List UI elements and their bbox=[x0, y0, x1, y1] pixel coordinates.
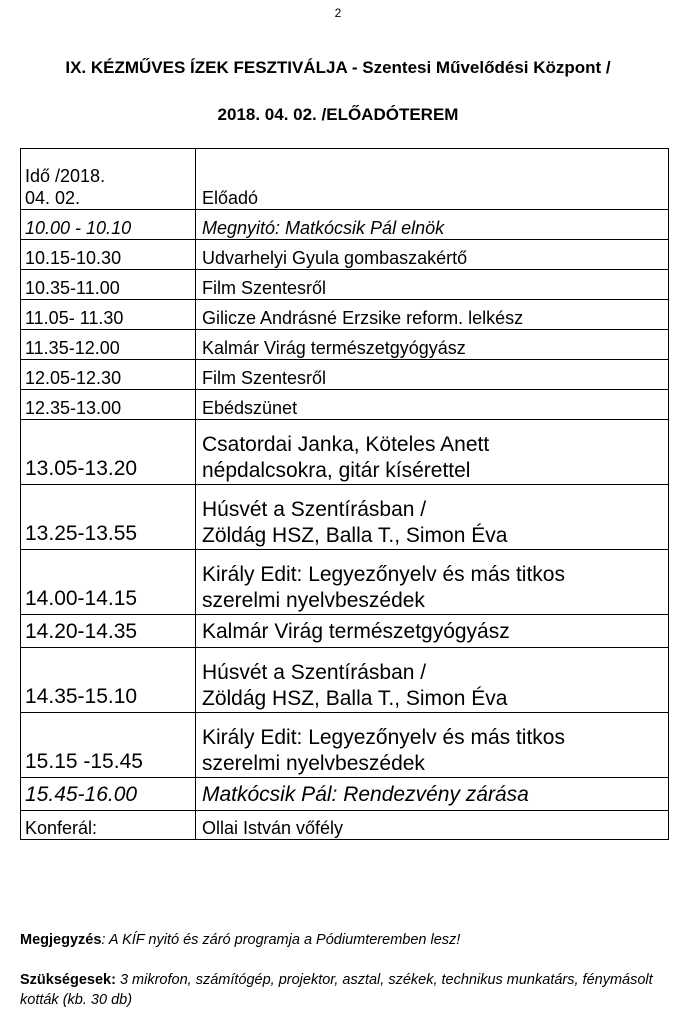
row-time: 10.15-10.30 bbox=[21, 240, 196, 270]
row-time: 12.05-12.30 bbox=[21, 360, 196, 390]
row-speaker-line1: Húsvét a Szentírásban / bbox=[202, 661, 427, 684]
row-time: 11.35-12.00 bbox=[21, 330, 196, 360]
note-text: : A KÍF nyitó és záró programja a Pódiumteremben lesz! bbox=[101, 932, 461, 948]
table-footer-row bbox=[21, 811, 669, 840]
row-time: 13.05-13.20 bbox=[21, 420, 196, 485]
row-speaker-line1: Húsvét a Szentírásban / bbox=[202, 498, 427, 521]
row-speaker-line2: szerelmi nyelvbeszédek bbox=[202, 589, 425, 612]
row-speaker bbox=[196, 485, 669, 550]
note-label: Megjegyzés bbox=[20, 932, 102, 948]
footer-value: Ollai István vőfély bbox=[196, 811, 669, 840]
row-speaker-line2: szerelmi nyelvbeszédek bbox=[202, 752, 425, 775]
row-time: 10.00 - 10.10 bbox=[21, 210, 196, 240]
table-header-row bbox=[21, 149, 669, 210]
row-time: 10.35-11.00 bbox=[21, 270, 196, 300]
row-speaker bbox=[196, 420, 669, 485]
document-subtitle: 2018. 04. 02. /ELŐADÓTEREM bbox=[217, 105, 459, 124]
table-row bbox=[21, 390, 669, 420]
table-row bbox=[21, 300, 669, 330]
row-speaker: Kalmár Virág természetgyógyász bbox=[196, 330, 669, 360]
table-row bbox=[21, 615, 669, 648]
page-number: 2 bbox=[334, 6, 342, 20]
table-row bbox=[21, 648, 669, 713]
table-row bbox=[21, 778, 669, 811]
row-speaker-line1: Király Edit: Legyezőnyelv és más titkos bbox=[202, 726, 565, 749]
row-time: 13.25-13.55 bbox=[21, 485, 196, 550]
row-speaker-line1: Csatordai Janka, Köteles Anett bbox=[202, 433, 490, 456]
row-speaker: Udvarhelyi Gyula gombaszakértő bbox=[196, 240, 669, 270]
schedule-table bbox=[20, 148, 669, 840]
document-title: IX. KÉZMŰVES ÍZEK FESZTIVÁLJA - Szentesi Művelődési Központ / bbox=[65, 58, 611, 77]
row-speaker-line2: Zöldág HSZ, Balla T., Simon Éva bbox=[202, 687, 508, 710]
row-time: 14.35-15.10 bbox=[21, 648, 196, 713]
row-time: 14.00-14.15 bbox=[21, 550, 196, 615]
row-speaker: Kalmár Virág természetgyógyász bbox=[196, 615, 669, 648]
row-speaker: Gilicze Andrásné Erzsike reform. lelkész bbox=[196, 300, 669, 330]
table-row bbox=[21, 270, 669, 300]
row-speaker bbox=[196, 550, 669, 615]
requirements bbox=[20, 970, 660, 1010]
table-row bbox=[21, 210, 669, 240]
row-speaker: Film Szentesről bbox=[196, 270, 669, 300]
row-speaker bbox=[196, 713, 669, 778]
table-row bbox=[21, 360, 669, 390]
requirements-label: Szükségesek: bbox=[20, 972, 116, 988]
row-time: 15.15 -15.45 bbox=[21, 713, 196, 778]
row-speaker-line2: Zöldág HSZ, Balla T., Simon Éva bbox=[202, 524, 508, 547]
header-time bbox=[21, 149, 196, 210]
row-speaker: Ebédszünet bbox=[196, 390, 669, 420]
footer-label: Konferál: bbox=[21, 811, 196, 840]
row-time: 14.20-14.35 bbox=[21, 615, 196, 648]
table-row bbox=[21, 330, 669, 360]
table-row bbox=[21, 550, 669, 615]
table-row bbox=[21, 485, 669, 550]
row-speaker-line2: népdalcsokra, gitár kísérettel bbox=[202, 459, 471, 482]
requirements-text: 3 mikrofon, számítógép, projektor, asztal, székek, technikus munkatárs, fénymásolt kották (kb. 30 db) bbox=[20, 972, 653, 1008]
row-speaker: Film Szentesről bbox=[196, 360, 669, 390]
table-row bbox=[21, 240, 669, 270]
table-row bbox=[21, 713, 669, 778]
row-speaker: Matkócsik Pál: Rendezvény zárása bbox=[196, 778, 669, 811]
row-speaker bbox=[196, 648, 669, 713]
row-time: 11.05- 11.30 bbox=[21, 300, 196, 330]
row-speaker: Megnyitó: Matkócsik Pál elnök bbox=[196, 210, 669, 240]
header-time-line2: 04. 02. bbox=[25, 188, 81, 208]
row-time: 15.45-16.00 bbox=[21, 778, 196, 811]
row-speaker-line1: Király Edit: Legyezőnyelv és más titkos bbox=[202, 563, 565, 586]
table-row bbox=[21, 420, 669, 485]
note bbox=[20, 930, 660, 950]
header-time-line1: Idő /2018. bbox=[25, 166, 106, 186]
header-speaker: Előadó bbox=[196, 149, 669, 210]
row-time: 12.35-13.00 bbox=[21, 390, 196, 420]
